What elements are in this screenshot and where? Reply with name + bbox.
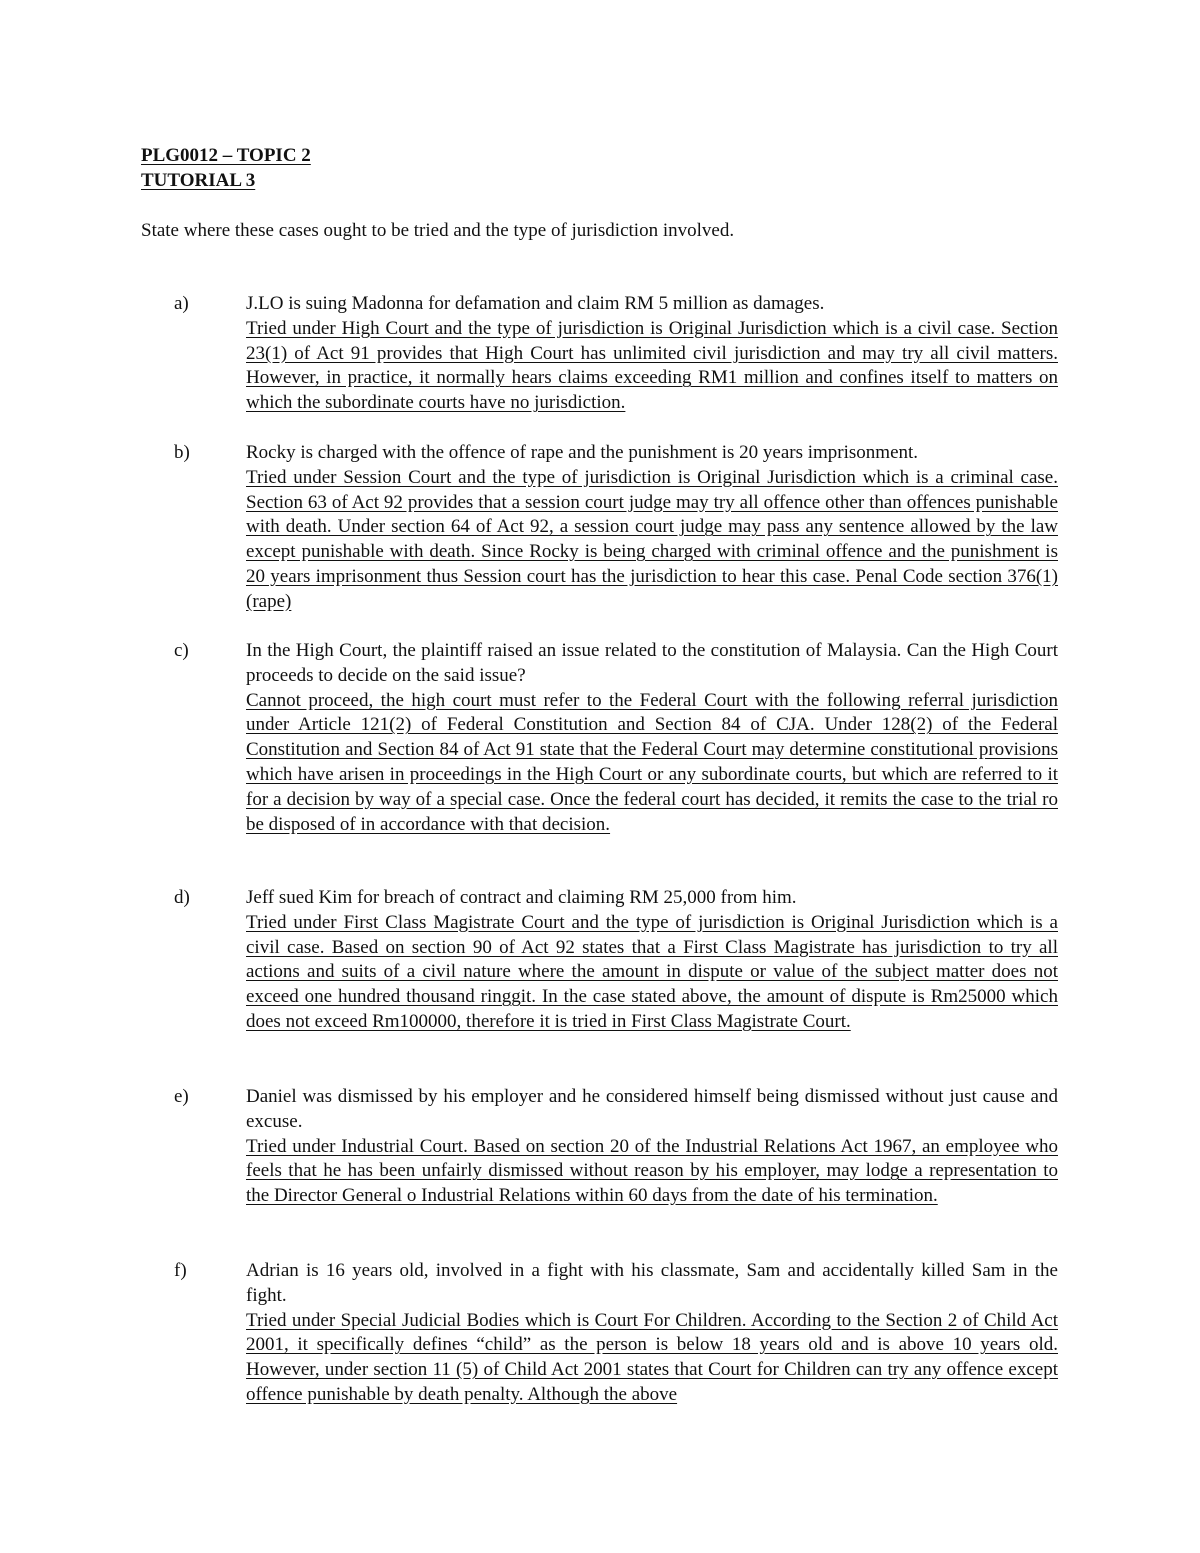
question-answer: Tried under First Class Magistrate Court and the type of jurisdiction is Original Jurisdiction which is a civil case. Based on section 90 of Act 92 states that a First Class Magistrate has jurisdiction to try all actions and suits of a civil nature where the amount in dispute or value of the subject matter does not exceed one hundred thousand ringgit. In the case stated above, the amount of dispute is Rm25000 which does not exceed Rm100000, therefore it is tried in First Class Magistrate Court. [246, 911, 1058, 1032]
question-marker: b) [174, 442, 190, 463]
question-answer: Cannot proceed, the high court must refer to the Federal Court with the following referral jurisdiction under Article 121(2) of Federal Constitution and Section 84 of CJA. Under 128(2) of the Federal Constitution and Section 84 of Act 91 state that the Federal Court may determine constitutional provisions which have arisen in proceedings in the High Court or any subordinate courts, but which are referred to it for a decision by way of a special case. Once the federal court has decided, it remits the case to the trial ro be disposed of in accordance with that decision. [246, 689, 1058, 835]
question-marker: a) [174, 293, 189, 314]
question-marker: e) [174, 1086, 189, 1107]
question-marker: c) [174, 640, 189, 661]
document-heading [141, 143, 311, 193]
course-title: PLG0012 – TOPIC 2 [141, 145, 311, 166]
question-body [246, 292, 1058, 416]
question-prompt: Adrian is 16 years old, involved in a fight with his classmate, Sam and accidentally killed Sam in the fight. [246, 1260, 1058, 1306]
question-marker: d) [174, 887, 190, 908]
question-prompt: In the High Court, the plaintiff raised an issue related to the constitution of Malaysia. Can the High Court proceeds to decide on the said issue? [246, 640, 1058, 686]
question-answer: Tried under Industrial Court. Based on section 20 of the Industrial Relations Act 1967, an employee who feels that he has been unfairly dismissed without reason by his employer, may lodge a representation to the Director General o Industrial Relations within 60 days from the date of his termination. [246, 1135, 1058, 1207]
question-answer: Tried under High Court and the type of jurisdiction is Original Jurisdiction which is a civil case. Section 23(1) of Act 91 provides that High Court has unlimited civil jurisdiction and may try all civil matters. However, in practice, it normally hears claims exceeding RM1 million and confines itself to matters on which the subordinate courts have no jurisdiction. [246, 317, 1058, 414]
question-body [246, 639, 1058, 837]
question-prompt: Rocky is charged with the offence of rape and the punishment is 20 years imprisonment. [246, 442, 919, 463]
question-answer: Tried under Session Court and the type of jurisdiction is Original Jurisdiction which is a criminal case. Section 63 of Act 92 provides that a session court judge may try all offence other than offences punishable with death. Under section 64 of Act 92, a session court judge may pass any sentence allowed by the law except punishable with death. Since Rocky is being charged with criminal offence and the punishment is 20 years imprisonment thus Session court has the jurisdiction to hear this case. Penal Code section 376(1) (rape) [246, 466, 1058, 612]
instruction-text: State where these cases ought to be tried and the type of jurisdiction involved. [141, 220, 735, 241]
question-body [246, 441, 1058, 615]
question-prompt: Jeff sued Kim for breach of contract and claiming RM 25,000 from him. [246, 887, 797, 908]
tutorial-title: TUTORIAL 3 [141, 170, 256, 191]
question-marker: f) [174, 1260, 187, 1281]
question-body [246, 1259, 1058, 1408]
question-body [246, 1085, 1058, 1209]
question-prompt: J.LO is suing Madonna for defamation and claim RM 5 million as damages. [246, 293, 825, 314]
question-answer: Tried under Special Judicial Bodies which is Court For Children. According to the Section 2 of Child Act 2001, it specifically defines “child” as the person is below 18 years old and is above 10 years old. However, under section 11 (5) of Child Act 2001 states that Court for Children can try any offence except offence punishable by death penalty. Although the above [246, 1309, 1058, 1405]
question-body [246, 886, 1058, 1035]
question-prompt: Daniel was dismissed by his employer and he considered himself being dismissed without just cause and excuse. [246, 1086, 1058, 1132]
